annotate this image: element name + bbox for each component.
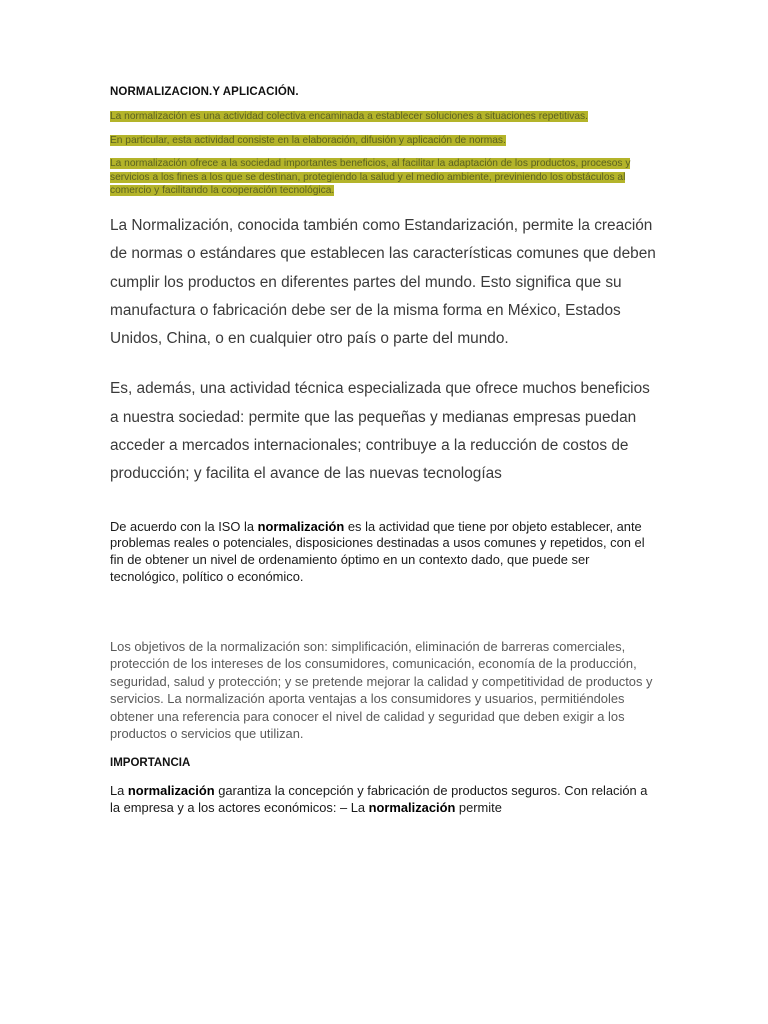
standardization-paragraph: La Normalización, conocida también como Estandarización, permite la creación de normas o estándares que establecen las características comunes que deben cumplir los productos en diferentes partes del mundo. Esto significa que su manufactura o fabricación debe ser de la misma forma en México, Estados Unidos, China, o en cualquier otro país o parte del mundo.	[110, 216, 656, 348]
iso-text-after: es la actividad que tiene por objeto establecer, ante problemas reales o potenciales, disposiciones destinadas a usos comunes y repetidos, con el fin de obtener un nivel de ordenamiento óptimo en un contexto dado, que puede ser tecnológico, político o económico.	[110, 518, 645, 585]
importance-text-3: permite	[455, 799, 502, 815]
importance-heading: IMPORTANCIA	[110, 756, 191, 769]
document-body	[110, 86, 660, 816]
highlighted-paragraph-1	[110, 110, 660, 124]
importance-text-2: garantiza la concepción y fabricación de productos seguros. Con relación a la empresa y a los actores económicos: – La	[110, 782, 648, 815]
highlight-text: En particular, esta actividad consiste en la elaboración, difusión y aplicación de normas.	[110, 134, 506, 146]
document-title: NORMALIZACION.Y APLICACIÓN.	[110, 86, 299, 98]
highlighted-paragraph-3	[110, 157, 660, 198]
highlighted-paragraph-2	[110, 134, 660, 148]
importance-text-1: La	[110, 782, 128, 798]
highlight-text: La normalización es una actividad colectiva encaminada a establecer soluciones a situaciones repetitivas.	[110, 111, 588, 122]
importance-bold-1: normalización	[127, 782, 215, 798]
objectives-paragraph: Los objetivos de la normalización son: simplificación, eliminación de barreras comerciales, protección de los intereses de los consumidores, comunicación, economía de la producción, seguridad, salud y protección; y se pretende mejorar la calidad y competitividad de productos y servicios. La normalización aporta ventajas a los consumidores y usuarios, permitiéndoles obtener una referencia para conocer el nivel de calidad y seguridad que deben exigir a los productos o servicios que utilizan.	[110, 638, 653, 742]
iso-definition-paragraph	[110, 519, 660, 586]
importance-paragraph	[110, 783, 660, 817]
importance-bold-2: normalización	[368, 799, 456, 815]
benefits-paragraph: Es, además, una actividad técnica especializada que ofrece muchos beneficios a nuestra sociedad: permite que las pequeñas y medianas empresas puedan acceder a mercados internacionales; contribuye a la reducción de costos de producción; y facilita el avance de las nuevas tecnologías	[110, 380, 650, 483]
iso-text-before: De acuerdo con la ISO la	[110, 518, 258, 534]
highlight-text: La normalización ofrece a la sociedad importantes beneficios, al facilitar la adaptación de los productos, procesos y servicios a los fines a los que se destinan, protegiendo la salud y el medio ambiente, previniendo los obstáculos al comercio y facilitando la cooperación tecnológica.	[110, 158, 631, 197]
iso-bold-term: normalización	[257, 518, 345, 534]
